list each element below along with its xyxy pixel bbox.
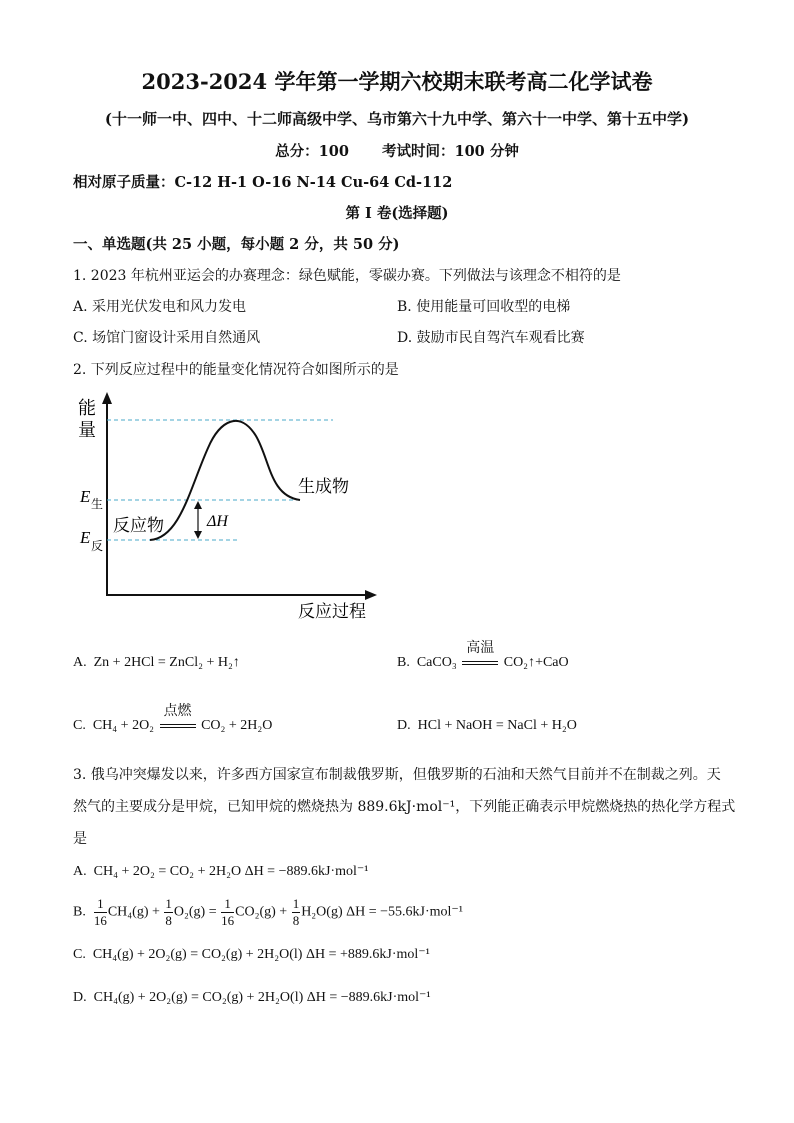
q2-option-c — [73, 703, 273, 734]
q1-option-b: B. 使用能量可回收型的电梯 — [397, 299, 571, 315]
q2-option-d-equation: HCl + NaOH = NaCl + H₂O — [417, 718, 577, 733]
q3-option-b-label: B. — [73, 904, 86, 920]
q1-option-c: C. 场馆门窗设计采用自然通风 — [73, 330, 261, 346]
y-axis-label-2: 量 — [78, 420, 96, 441]
exam-title: 2023-2024 学年第一学期六校期末联考高二化学试卷 — [141, 69, 653, 94]
q2-option-c-condition — [158, 703, 198, 734]
q3-option-b-term-2: O₂(g) = — [173, 904, 217, 920]
exam-time: 考试时间：100 分钟 — [382, 143, 519, 160]
reactant-label: 反应物 — [113, 516, 164, 536]
q2-option-b-condition — [460, 640, 500, 671]
q1-option-a: A. 采用光伏发电和风力发电 — [73, 299, 247, 315]
q3-option-a-label: A. — [73, 864, 87, 879]
fraction-1: $\frac{1}{16}$ — [93, 896, 107, 928]
delta-h-arrow-head-up — [194, 501, 202, 509]
q3-option-d — [73, 989, 431, 1006]
delta-h-arrow-head-down — [194, 531, 202, 539]
e-product-subscript: 生 — [91, 497, 104, 511]
q1-option-d: D. 鼓励市民自驾汽车观看比赛 — [397, 330, 585, 346]
q3-option-c-equation: CH₄(g) + 2O₂(g) = CO₂(g) + 2H₂O(l) ΔH = +889.6kJ·mol⁻¹ — [92, 947, 430, 962]
part-heading: 第 I 卷(选择题) — [345, 205, 449, 222]
q3-option-b-term-3: CO₂(g) + — [235, 904, 288, 920]
q2-option-c-label: C. — [73, 718, 86, 733]
q3-option-a — [73, 863, 368, 880]
q3-option-b — [73, 896, 463, 929]
q2-stem: 2. 下列反应过程中的能量变化情况符合如图所示的是 — [73, 362, 399, 378]
q2-option-c-right: CO₂ + 2H₂O — [201, 718, 273, 733]
q2-option-b-left: CaCO₃ — [416, 655, 457, 670]
y-axis-label-1: 能 — [78, 398, 96, 419]
q3-option-c — [73, 946, 430, 963]
q3-stem-line-3: 是 — [73, 831, 87, 847]
fraction-4: $\frac{1}{8}$ — [292, 896, 300, 928]
x-axis-arrow — [365, 590, 377, 600]
q2-option-a-label: A. — [73, 655, 87, 670]
schools-line: (十一师一中、四中、十二师高级中学、乌市第六十九中学、第六十一中学、第十五中学) — [104, 110, 690, 128]
atomic-mass: 相对原子质量：C-12 H-1 O-16 N-14 Cu-64 Cd-112 — [73, 174, 453, 191]
q3-stem-line-2: 然气的主要成分是甲烷，已知甲烷的燃烧热为 889.6kJ·mol⁻¹，下列能正确表示甲烷燃烧热的热化学方程式 — [73, 799, 736, 815]
delta-h-label: ΔH — [207, 513, 228, 530]
q3-stem-line-1: 3. 俄乌冲突爆发以来，许多西方国家宣布制裁俄罗斯，但俄罗斯的石油和天然气目前并不在制裁之列。天 — [73, 767, 721, 783]
q2-option-d — [397, 718, 577, 734]
q2-option-a-equation: Zn + 2HCl = ZnCl₂ + H₂↑ — [93, 655, 240, 670]
q2-option-c-left: CH₄ + 2O₂ — [92, 718, 155, 733]
e-reactant-subscript: 反 — [91, 539, 104, 553]
q2-option-b-right: CO₂↑+CaO — [503, 655, 569, 670]
q2-option-b — [397, 640, 569, 671]
q1-stem: 1. 2023 年杭州亚运会的办赛理念：绿色赋能，零碳办赛。下列做法与该理念不相符的是 — [73, 268, 621, 284]
total-score: 总分：100 — [275, 143, 349, 160]
e-product-label: E — [80, 487, 91, 506]
y-axis-arrow — [102, 392, 112, 404]
q2-option-b-label: B. — [397, 655, 410, 670]
e-reactant-label: E — [80, 528, 91, 547]
condition-high-temp: 高温 — [466, 640, 495, 656]
q2-option-d-label: D. — [397, 718, 411, 733]
energy-diagram — [70, 388, 390, 628]
q3-option-c-label: C. — [73, 947, 86, 962]
q3-option-d-label: D. — [73, 990, 87, 1005]
condition-ignite: 点燃 — [163, 703, 192, 719]
fraction-3: $\frac{1}{16}$ — [221, 896, 235, 928]
q3-option-d-equation: CH₄(g) + 2O₂(g) = CO₂(g) + 2H₂O(l) ΔH = −889.6kJ·mol⁻¹ — [93, 990, 431, 1005]
q2-option-a — [73, 655, 240, 671]
product-label: 生成物 — [298, 477, 349, 497]
section-heading: 一、单选题(共 25 小题，每小题 2 分，共 50 分) — [73, 236, 400, 253]
q3-option-b-term-4: H₂O(g) ΔH = −55.6kJ·mol⁻¹ — [301, 904, 463, 920]
fraction-2: $\frac{1}{8}$ — [165, 896, 172, 928]
exam-info — [0, 140, 794, 161]
x-axis-label: 反应过程 — [298, 602, 366, 622]
q3-option-a-equation: CH₄ + 2O₂ = CO₂ + 2H₂O ΔH = −889.6kJ·mol⁻¹ — [93, 864, 369, 879]
q3-option-b-term-1: CH₄(g) + — [107, 904, 160, 920]
